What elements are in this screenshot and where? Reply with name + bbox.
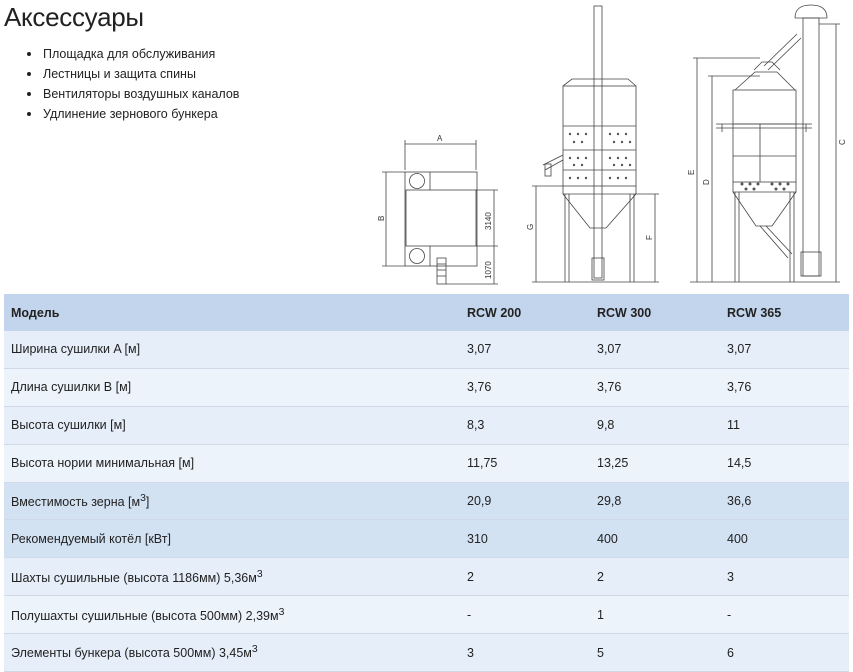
front-view-perforation (741, 183, 790, 191)
row-label (4, 482, 460, 520)
table-row (4, 482, 849, 520)
table-row (4, 368, 849, 406)
cell-value: 13,25 (590, 444, 720, 482)
cell-value: 11,75 (460, 444, 590, 482)
row-label-text: Полушахты сушильные (высота 500мм) 2,39м (11, 608, 279, 623)
row-label-text: Вместимость зерна [м (11, 495, 141, 510)
cell-value: 3,76 (460, 368, 590, 406)
list-item: Площадка для обслуживания (26, 44, 239, 64)
side-view-drawing (532, 6, 659, 282)
cell-value: 1 (590, 596, 720, 634)
cell-value: 310 (460, 520, 590, 558)
row-label: Высота сушилки [м] (4, 406, 460, 444)
cell-value: 14,5 (720, 444, 849, 482)
list-item: Удлинение зернового бункера (26, 104, 239, 124)
header-model: Модель (4, 294, 460, 331)
table-row (4, 331, 849, 368)
cell-value: 3,07 (460, 331, 590, 368)
dim-label-1070: 1070 (484, 261, 493, 279)
cell-value: 11 (720, 406, 849, 444)
cell-value: - (460, 596, 590, 634)
header-rcw365: RCW 365 (720, 294, 849, 331)
dim-label-d: D (702, 179, 711, 185)
cell-value: - (720, 596, 849, 634)
row-label: Длина сушилки B [м] (4, 368, 460, 406)
table-row (4, 634, 849, 672)
row-label (4, 634, 460, 672)
page-title: Аксессуары (4, 2, 144, 32)
technical-drawings (0, 0, 853, 294)
superscript: 3 (278, 606, 285, 618)
cell-value: 400 (720, 520, 849, 558)
plan-view-drawing (382, 140, 498, 284)
dim-label-c: C (838, 139, 847, 145)
cell-value: 20,9 (460, 482, 590, 520)
table-row (4, 596, 849, 634)
superscript: 3 (140, 492, 146, 504)
row-label: Высота нории минимальная [м] (4, 444, 460, 482)
cell-value: 2 (460, 558, 590, 596)
cell-value: 3,07 (720, 331, 849, 368)
table-row (4, 558, 849, 596)
dim-label-f: F (645, 235, 654, 240)
dim-label-g: G (526, 223, 535, 230)
header-rcw300: RCW 300 (590, 294, 720, 331)
table-row (4, 406, 849, 444)
list-item: Лестницы и защита спины (26, 64, 239, 84)
cell-value: 400 (590, 520, 720, 558)
front-view-drawing (690, 5, 840, 282)
cell-value: 29,8 (590, 482, 720, 520)
header-rcw200: RCW 200 (460, 294, 590, 331)
row-label-text: Шахты сушильные (высота 1186мм) 5,36м (11, 570, 257, 585)
cell-value: 3,07 (590, 331, 720, 368)
row-label-text: Элементы бункера (высота 500мм) 3,45м (11, 646, 252, 661)
row-label: Рекомендуемый котёл [кВт] (4, 520, 460, 558)
cell-value: 3,76 (590, 368, 720, 406)
cell-value: 9,8 (590, 406, 720, 444)
table-row (4, 520, 849, 558)
cell-value: 5 (590, 634, 720, 672)
side-view-perforation (569, 133, 631, 179)
row-label: Ширина сушилки A [м] (4, 331, 460, 368)
row-label-suffix: ] (145, 495, 150, 510)
row-label (4, 558, 460, 596)
dim-label-e: E (687, 169, 696, 175)
cell-value: 3,76 (720, 368, 849, 406)
row-label (4, 596, 460, 634)
specifications-table (4, 294, 849, 672)
table-row (4, 444, 849, 482)
cell-value: 3 (720, 558, 849, 596)
cell-value: 8,3 (460, 406, 590, 444)
list-item: Вентиляторы воздушных каналов (26, 84, 239, 104)
dim-label-3140: 3140 (484, 212, 493, 230)
cell-value: 3 (460, 634, 590, 672)
dim-label-a: A (437, 134, 443, 143)
superscript: 3 (256, 568, 263, 580)
dim-label-b: B (377, 215, 386, 221)
cell-value: 6 (720, 634, 849, 672)
cell-value: 2 (590, 558, 720, 596)
table-header-row (4, 294, 849, 331)
cell-value: 36,6 (720, 482, 849, 520)
superscript: 3 (251, 644, 258, 656)
